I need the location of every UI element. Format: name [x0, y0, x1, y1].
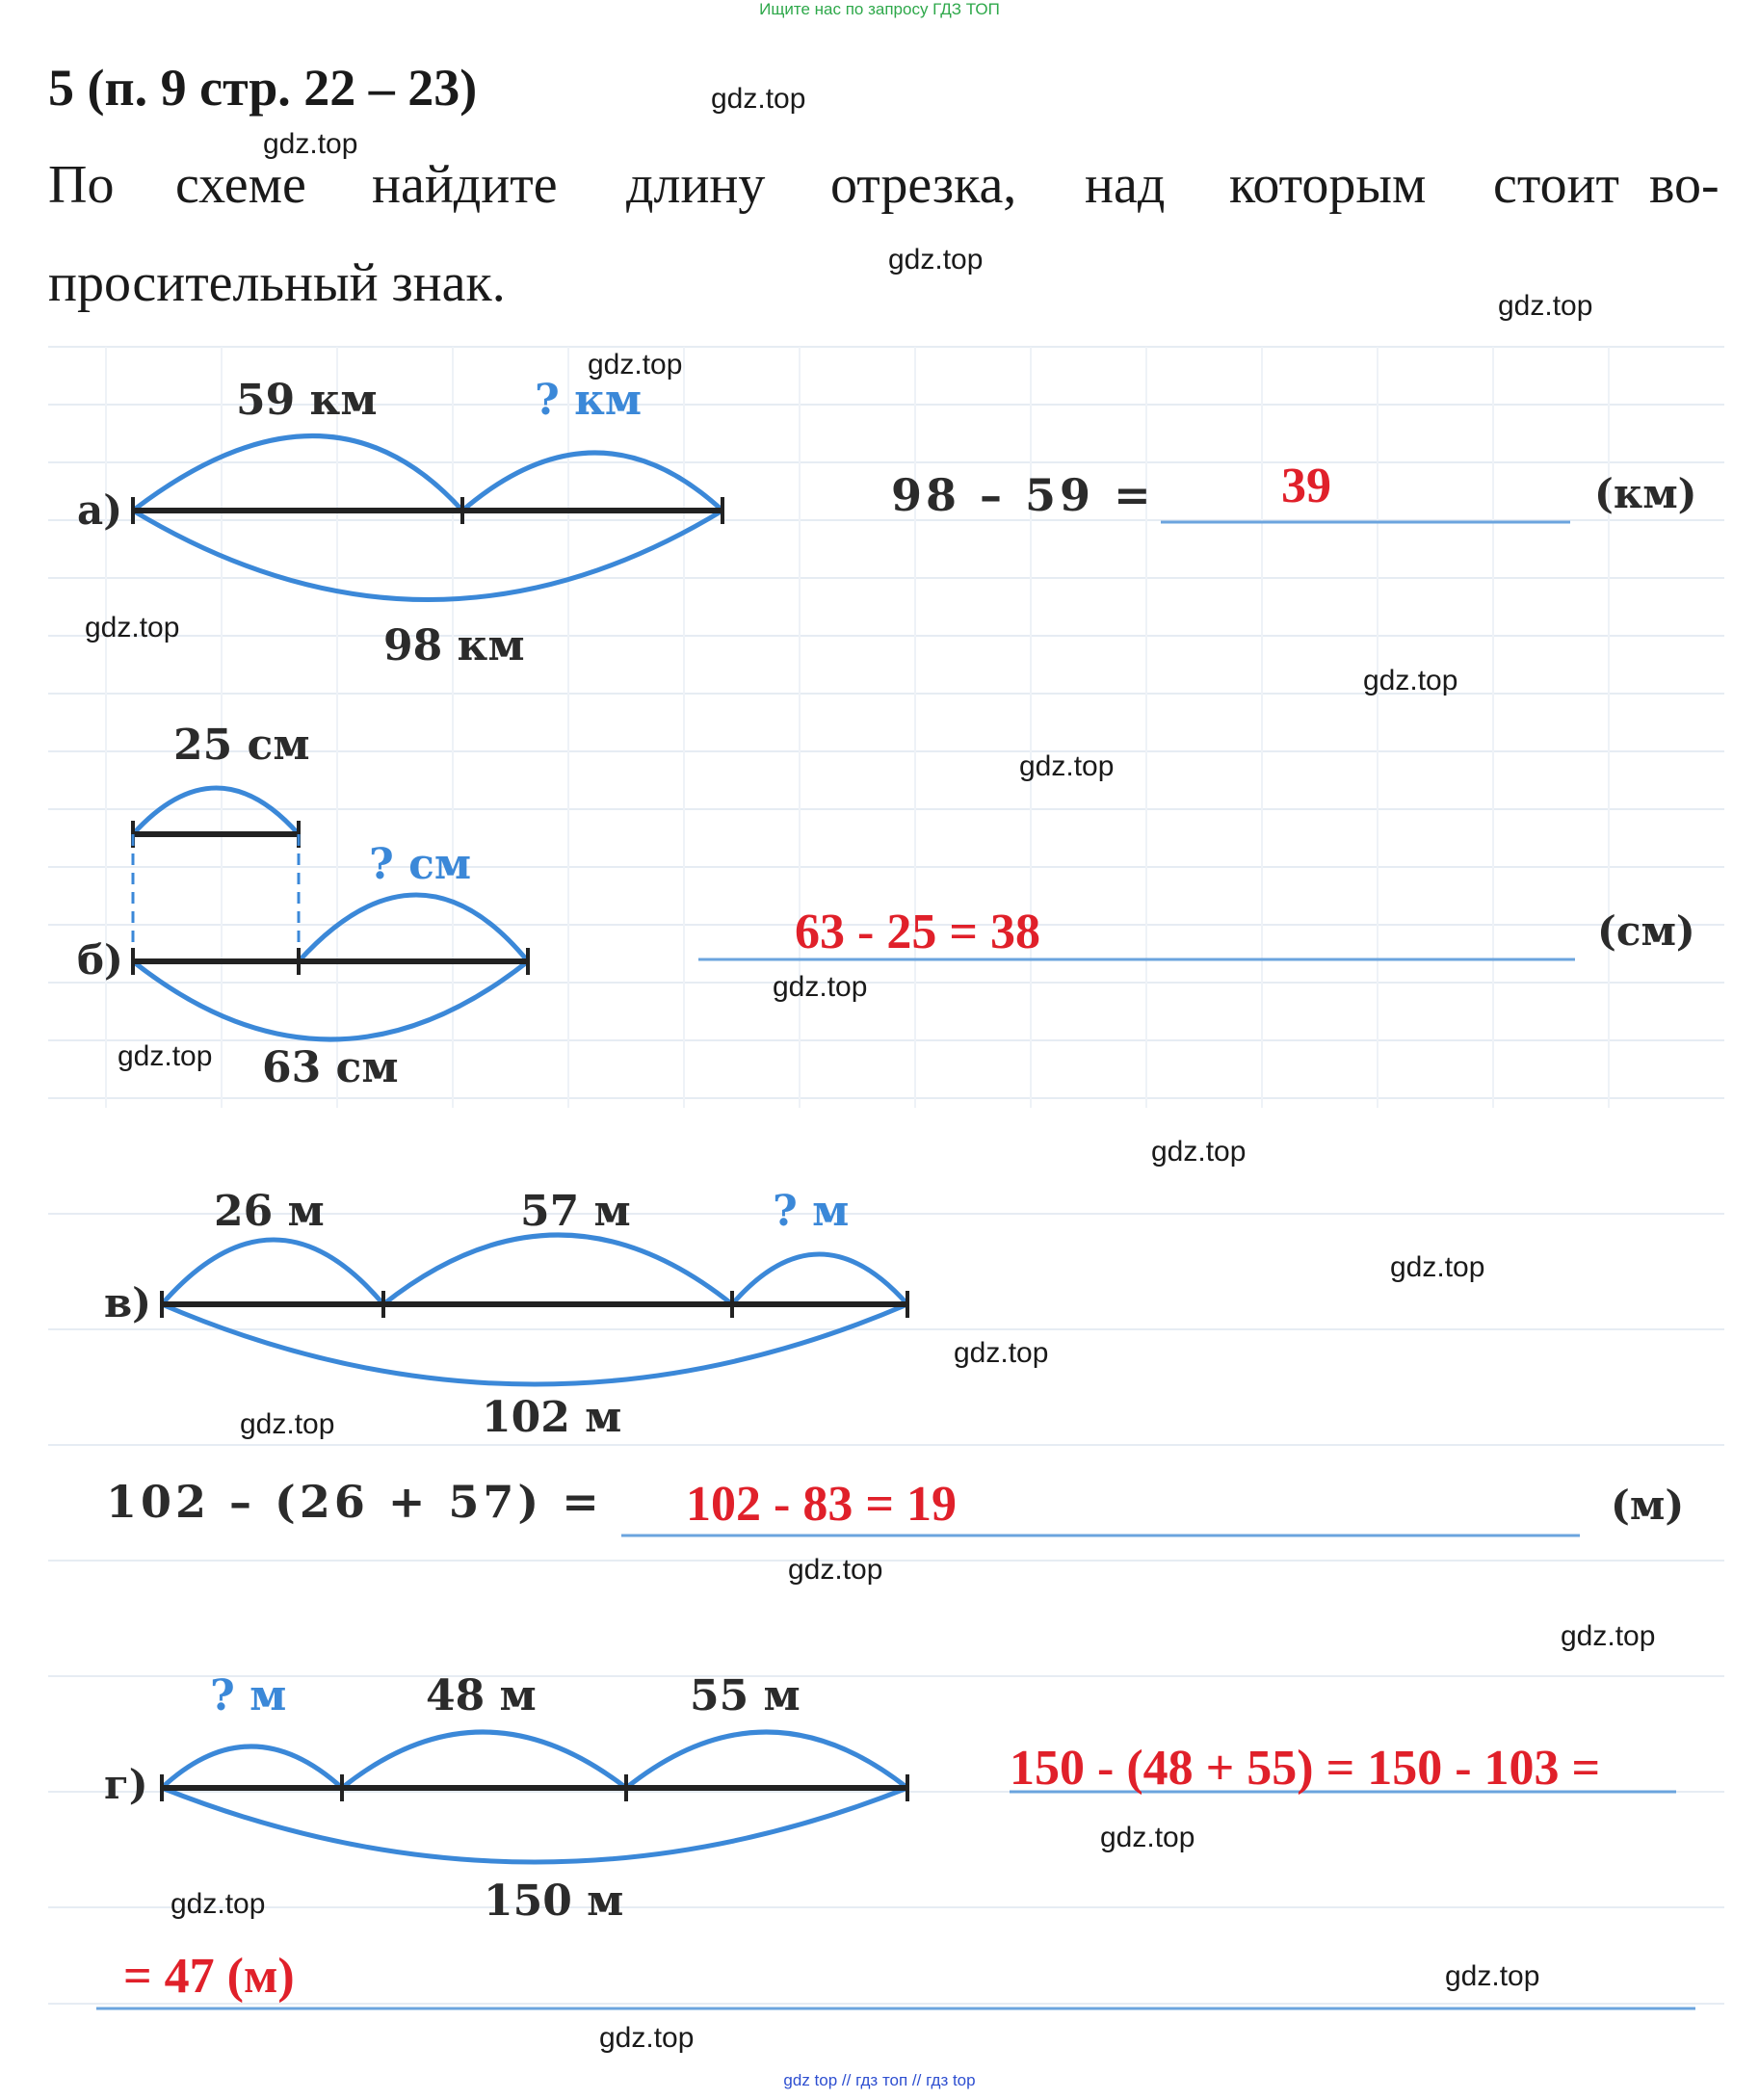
part-v-answer[interactable]: 102 - 83 = 19 [686, 1477, 957, 1532]
watermark: gdz.top [1100, 1822, 1195, 1853]
diagram-g [162, 1732, 907, 1862]
part-g-answer-line2[interactable]: = 47 (м) [123, 1949, 295, 2004]
part-b-label-63: 63 см [262, 1043, 399, 1092]
part-g-label-q: ? м [210, 1671, 287, 1720]
task-line-2: просительный знак. [48, 253, 506, 313]
part-v-label-102: 102 м [482, 1393, 622, 1442]
part-b-letter: б) [77, 936, 123, 984]
part-a-label-98: 98 км [383, 621, 525, 670]
part-v-unit: (м) [1611, 1482, 1685, 1529]
part-a-label-q [535, 376, 642, 425]
part-v-label-26: 26 м [214, 1187, 325, 1236]
watermark: gdz.top [1498, 290, 1593, 322]
part-b-label-q: ? см [369, 840, 472, 889]
part-g-answer-line1[interactable]: 150 - (48 + 55) = 150 - 103 = [1010, 1741, 1601, 1796]
diagram-v [162, 1235, 907, 1384]
part-g-label-48: 48 м [426, 1671, 537, 1720]
task-word: По [48, 155, 115, 215]
watermark: gdz.top [773, 971, 868, 1003]
watermark: gdz.top [788, 1554, 883, 1586]
watermark: gdz.top [588, 349, 683, 381]
watermark: gdz.top [1363, 665, 1458, 696]
watermark: gdz.top [85, 612, 180, 643]
watermark: gdz.top [1390, 1251, 1485, 1283]
watermark: gdz.top [711, 83, 806, 115]
part-b-label-25: 25 см [173, 721, 310, 770]
part-a-unit: (км) [1594, 470, 1697, 517]
part-a-label-59: 59 км [236, 376, 378, 425]
task-word: длину [626, 155, 766, 215]
watermark: gdz.top [118, 1040, 213, 1072]
task-word: над [1085, 155, 1166, 215]
watermark: gdz.top [1561, 1620, 1656, 1652]
task-word: отрезка, [830, 155, 1017, 215]
task-word: найдите [372, 155, 558, 215]
part-b-unit: (см) [1597, 907, 1695, 955]
part-g-label-55: 55 м [690, 1671, 801, 1720]
watermark: gdz.top [599, 2022, 695, 2054]
question-mark: ? км [535, 376, 643, 425]
part-v-label-q: ? м [773, 1187, 850, 1236]
site-banner[interactable]: Ищите нас по запросу ГДЗ ТОП [759, 0, 1000, 18]
part-v-letter: в) [104, 1279, 152, 1326]
diagram-a [133, 436, 722, 600]
task-word: которым [1229, 155, 1427, 215]
watermark: gdz.top [263, 128, 358, 160]
part-a-equation: 98 – 59 = [891, 469, 1155, 521]
exercise-heading: 5 (п. 9 стр. 22 – 23) [48, 59, 478, 117]
watermark: gdz.top [171, 1888, 266, 1920]
watermark: gdz.top [1445, 1960, 1540, 1992]
part-v-label-57: 57 м [520, 1187, 631, 1236]
watermark: gdz.top [954, 1337, 1049, 1369]
part-v-equation: 102 – (26 + 57) = [106, 1476, 603, 1528]
task-word: стоит [1493, 155, 1620, 215]
watermark: gdz.top [1151, 1136, 1247, 1168]
footer-links[interactable]: gdz top // гдз топ // гдз top [783, 2071, 976, 2089]
task-word: во- [1649, 155, 1720, 215]
diagram-b [133, 788, 528, 1039]
part-g-letter: г) [104, 1761, 148, 1808]
watermark: gdz.top [888, 244, 984, 276]
watermark: gdz.top [240, 1408, 335, 1440]
watermark: gdz.top [1019, 750, 1115, 782]
part-a-answer[interactable]: 39 [1281, 459, 1331, 513]
task-word: схеме [175, 155, 306, 215]
part-b-answer[interactable]: 63 - 25 = 38 [795, 905, 1040, 959]
part-g-label-150: 150 м [484, 1877, 624, 1926]
part-a-letter: а) [77, 486, 123, 534]
